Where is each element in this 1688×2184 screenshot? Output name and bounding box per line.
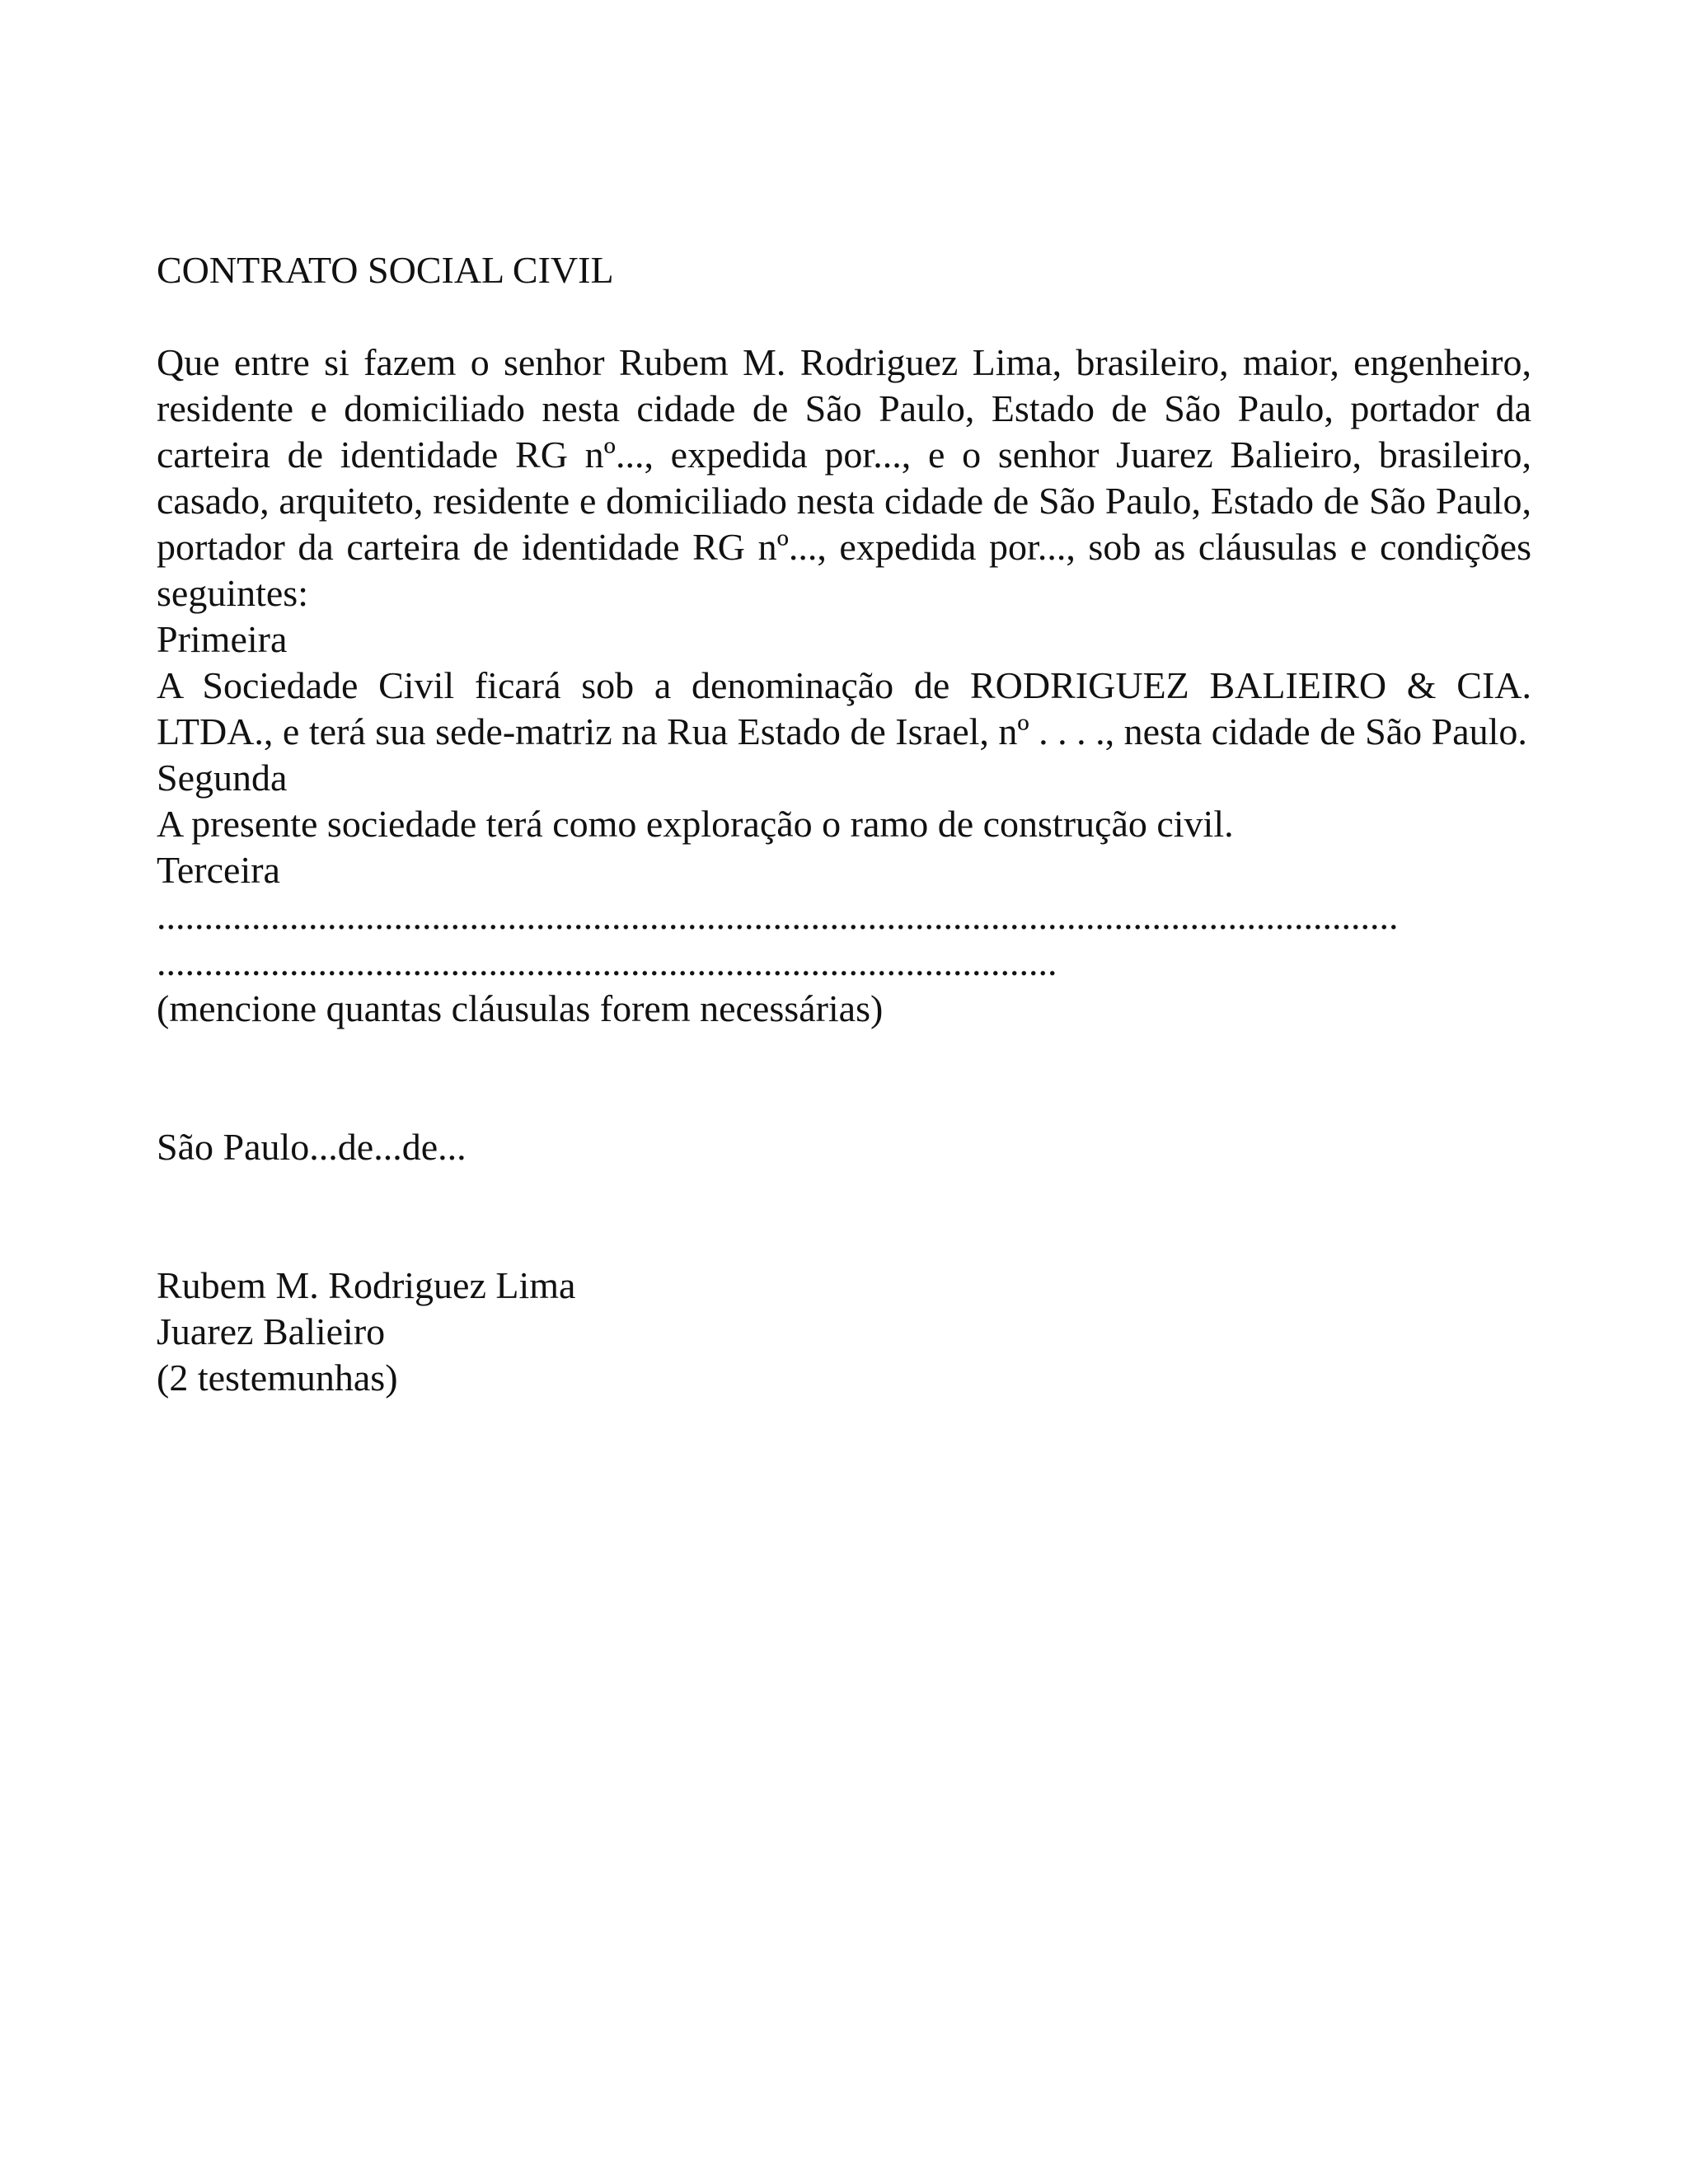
- instruction-note: (mencione quantas cláusulas forem necessárias): [157, 987, 884, 1029]
- document-body: [157, 247, 1531, 1401]
- spacer: [157, 293, 1531, 340]
- clause-heading-terceira: Terceira: [157, 849, 280, 891]
- clause-text-primeira: A Sociedade Civil ficará sob a denominação de RODRIGUEZ BALIEIRO & CIA. LTDA., e terá sua sede-matriz na Rua Estado de Israel, nº . . . ., nesta cidade de São Paulo.: [157, 664, 1531, 752]
- witnesses-line: (2 testemunhas): [157, 1357, 398, 1399]
- clause-placeholder-line-1: ...................................................................................................................................: [157, 895, 1399, 937]
- signature-name-2: Juarez Balieiro: [157, 1310, 386, 1352]
- spacer: [157, 1032, 1531, 1124]
- document-title: CONTRATO SOCIAL CIVIL: [157, 249, 614, 291]
- clause-heading-primeira: Primeira: [157, 618, 288, 660]
- clause-text-segunda: A presente sociedade terá como exploração o ramo de construção civil.: [157, 803, 1234, 845]
- spacer: [157, 1170, 1531, 1263]
- place-date-line: São Paulo...de...de...: [157, 1126, 467, 1168]
- intro-paragraph: Que entre si fazem o senhor Rubem M. Rodriguez Lima, brasileiro, maior, engenheiro, residente e domiciliado nesta cidade de São Paulo, Estado de São Paulo, portador da carteira de identidade RG nº..., expedida por..., e o senhor Juarez Balieiro, brasileiro, casado, arquiteto, residente e domiciliado nesta cidade de São Paulo, Estado de São Paulo, portador da carteira de identidade RG nº..., expedida por..., sob as cláusulas e condições seguintes:: [157, 341, 1531, 614]
- clause-placeholder-line-2: ...............................................................................................: [157, 941, 1057, 983]
- clause-heading-segunda: Segunda: [157, 757, 288, 799]
- signature-name-1: Rubem M. Rodriguez Lima: [157, 1264, 576, 1306]
